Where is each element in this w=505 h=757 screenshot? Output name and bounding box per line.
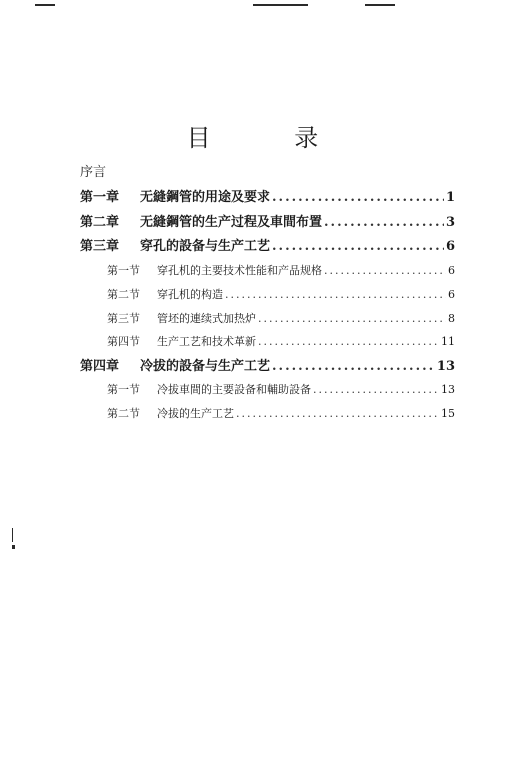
toc-entry-section-3-1 (107, 262, 455, 278)
toc-entry-section-3-2 (107, 286, 455, 302)
toc-entry-number: 第三章 (80, 239, 120, 254)
toc-entry-title: 穿孔的設备与生产工艺 (140, 239, 271, 254)
toc-entry-section-4-2 (107, 405, 455, 421)
toc-entry-title: 穿孔机的构造 (157, 288, 223, 301)
toc-entry-number: 第三节 (107, 312, 140, 325)
toc-entry-title: 冷拔的設备与生产工艺 (140, 359, 271, 374)
dot-leader (258, 312, 446, 325)
toc-entry-number: 第一节 (107, 264, 140, 277)
toc-entry-title: 冷拔的生产工艺 (157, 407, 234, 420)
toc-entry-page: 6 (448, 288, 455, 301)
dot-leader (272, 190, 444, 205)
dot-leader (313, 383, 439, 396)
toc-entry-section-3-4 (107, 333, 455, 349)
dot-leader (236, 407, 439, 420)
dot-leader (272, 239, 444, 254)
toc-entry-title: 生产工艺和技术革新 (157, 335, 256, 348)
toc-entry-page: 1 (445, 190, 455, 205)
toc-entry-page: 15 (441, 407, 455, 420)
toc-entry-chapter-4 (80, 355, 455, 374)
toc-entry-number: 第二节 (107, 407, 140, 420)
scan-mark-left-1 (12, 528, 13, 542)
toc-entry-number: 第二节 (107, 288, 140, 301)
toc-entry-chapter-1 (80, 186, 455, 205)
toc-entry-section-4-1 (107, 381, 455, 397)
page-title: 目 录 (186, 124, 357, 152)
scan-mark-left-2 (12, 545, 15, 549)
toc-entry-page: 13 (436, 359, 455, 374)
toc-entry-title: 无縫鋼管的生产过程及車間布置 (140, 215, 323, 230)
toc-entry-title: 管坯的連续式加热炉 (157, 312, 256, 325)
toc-entry-number: 第二章 (80, 215, 120, 230)
toc-entry-number: 第一章 (80, 190, 120, 205)
dot-leader (272, 359, 435, 374)
toc-entry-number: 第四节 (107, 335, 140, 348)
scan-mark-top-1 (35, 4, 55, 6)
scan-mark-top-3 (365, 4, 395, 6)
toc-entry-page: 11 (441, 335, 455, 348)
toc-entry-number: 第一节 (107, 383, 140, 396)
toc-entry-page: 6 (448, 264, 455, 277)
toc-entry-title: 穿孔机的主要技术性能和产品规格 (157, 264, 322, 277)
toc-entry-number: 第四章 (80, 359, 120, 374)
dot-leader (324, 264, 446, 277)
scan-mark-top-2 (253, 4, 308, 6)
preface-entry: 序言 (80, 165, 107, 180)
toc-entry-chapter-3 (80, 235, 455, 254)
toc-entry-title: 无縫鋼管的用途及要求 (140, 190, 271, 205)
toc-entry-chapter-2 (80, 211, 455, 230)
toc-entry-page: 13 (441, 383, 455, 396)
dot-leader (258, 335, 439, 348)
toc-entry-title: 冷拔車間的主要設备和輔助設备 (157, 383, 311, 396)
dot-leader (225, 288, 446, 301)
toc-entry-page: 6 (445, 239, 455, 254)
dot-leader (324, 215, 444, 230)
toc-entry-page: 3 (445, 215, 455, 230)
toc-entry-section-3-3 (107, 310, 455, 326)
toc-entry-page: 8 (448, 312, 455, 325)
